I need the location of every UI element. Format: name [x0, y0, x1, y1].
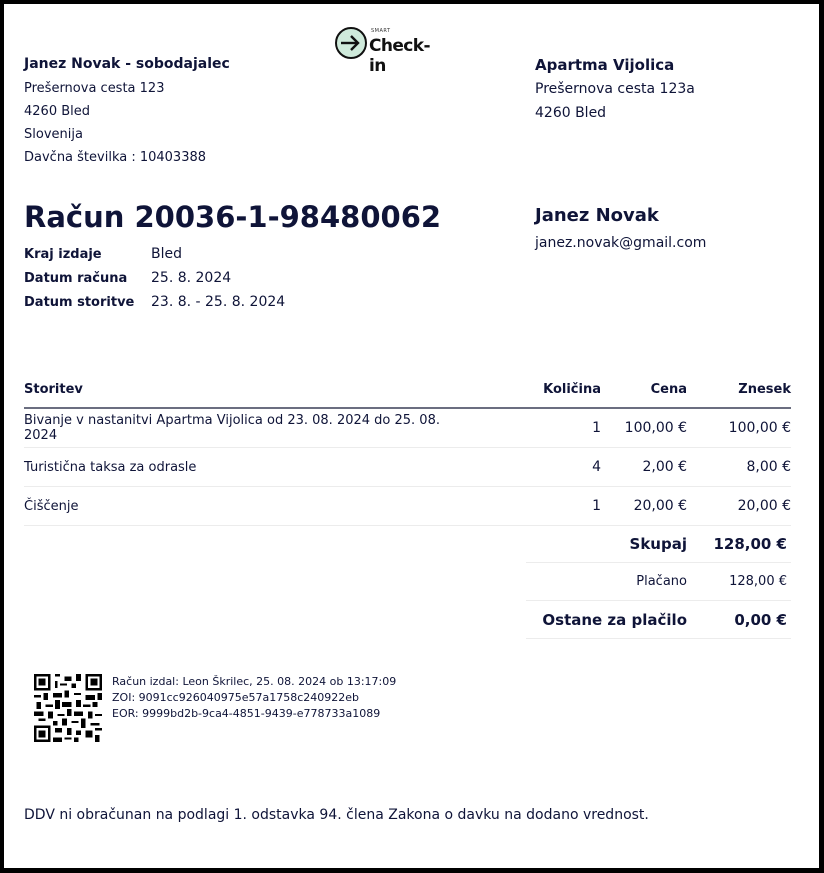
total-value: 128,00 € — [687, 525, 791, 563]
logo-big-text: Check-in — [369, 36, 430, 76]
due-label: Ostane za plačilo — [526, 601, 687, 639]
row-quantity: 1 — [471, 408, 601, 448]
row-service: Čiščenje — [24, 487, 471, 526]
row-amount: 20,00 € — [687, 487, 791, 526]
property-address-line1: Prešernova cesta 123a — [535, 81, 695, 97]
row-quantity: 1 — [471, 487, 601, 526]
meta-row-service-date — [24, 290, 285, 314]
property-address-line2: 4260 Bled — [535, 105, 607, 121]
paid-row — [526, 563, 791, 601]
invoice-title: Račun 20036-1-98480062 — [24, 200, 442, 234]
row-service: Bivanje v nastanitvi Apartma Vijolica od 23. 08. 2024 do 25. 08. 2024 — [24, 408, 471, 448]
issued-by: Račun izdal: Leon Škrilec, 25. 08. 2024 ob 13:17:09 — [112, 675, 397, 688]
checkin-arrow-icon — [334, 26, 368, 60]
issuer-country: Slovenija — [24, 127, 83, 142]
qr-code-icon — [34, 674, 102, 742]
row-amount: 8,00 € — [687, 448, 791, 487]
row-price: 100,00 € — [601, 408, 687, 448]
property-name: Apartma Vijolica — [535, 56, 675, 74]
due-row — [526, 601, 791, 639]
zoi-code: ZOI: 9091cc926040975e57a1758c240922eb — [112, 691, 360, 704]
eor-code: EOR: 9999bd2b-9ca4-4851-9439-e778733a1089 — [112, 707, 381, 720]
issuer-tax-number: Davčna številka : 10403388 — [24, 150, 207, 165]
items-header-row — [24, 372, 791, 408]
vat-note: DDV ni obračunan na podlagi 1. odstavka 94. člena Zakona o davku na dodano vrednost. — [24, 807, 649, 823]
date-label: Datum računa — [24, 270, 128, 286]
total-row — [526, 525, 791, 563]
issuer-name: Janez Novak - sobodajalec — [24, 56, 230, 72]
service-date-value: 23. 8. - 25. 8. 2024 — [151, 294, 286, 310]
header-amount: Znesek — [687, 372, 791, 408]
table-row — [24, 487, 791, 526]
logo-small-text: SMART — [371, 28, 391, 34]
row-service: Turistična taksa za odrasle — [24, 448, 471, 487]
row-amount: 100,00 € — [687, 408, 791, 448]
property-block — [535, 55, 695, 125]
invoice-meta — [24, 242, 285, 314]
meta-row-place — [24, 242, 285, 266]
meta-row-date — [24, 266, 285, 290]
header-price: Cena — [601, 372, 687, 408]
due-value: 0,00 € — [687, 601, 791, 639]
issuer-block — [24, 55, 230, 169]
issuer-address-line1: Prešernova cesta 123 — [24, 81, 165, 96]
signature-block — [112, 674, 396, 722]
table-row — [24, 408, 791, 448]
items-table — [24, 372, 791, 526]
invoice-page — [4, 4, 819, 868]
table-row — [24, 448, 791, 487]
place-label: Kraj izdaje — [24, 246, 102, 262]
row-quantity: 4 — [471, 448, 601, 487]
paid-value: 128,00 € — [687, 563, 791, 601]
row-price: 2,00 € — [601, 448, 687, 487]
issuer-address-line2: 4260 Bled — [24, 104, 90, 119]
customer-name: Janez Novak — [535, 205, 659, 226]
total-label: Skupaj — [526, 525, 687, 563]
date-value: 25. 8. 2024 — [151, 270, 232, 286]
row-price: 20,00 € — [601, 487, 687, 526]
header-service: Storitev — [24, 372, 471, 408]
totals-table — [526, 525, 791, 639]
smart-checkin-logo — [334, 24, 446, 76]
paid-label: Plačano — [526, 563, 687, 601]
service-date-label: Datum storitve — [24, 294, 135, 310]
place-value: Bled — [151, 246, 182, 262]
customer-block — [535, 205, 706, 251]
header-quantity: Količina — [471, 372, 601, 408]
customer-email: janez.novak@gmail.com — [535, 235, 707, 251]
